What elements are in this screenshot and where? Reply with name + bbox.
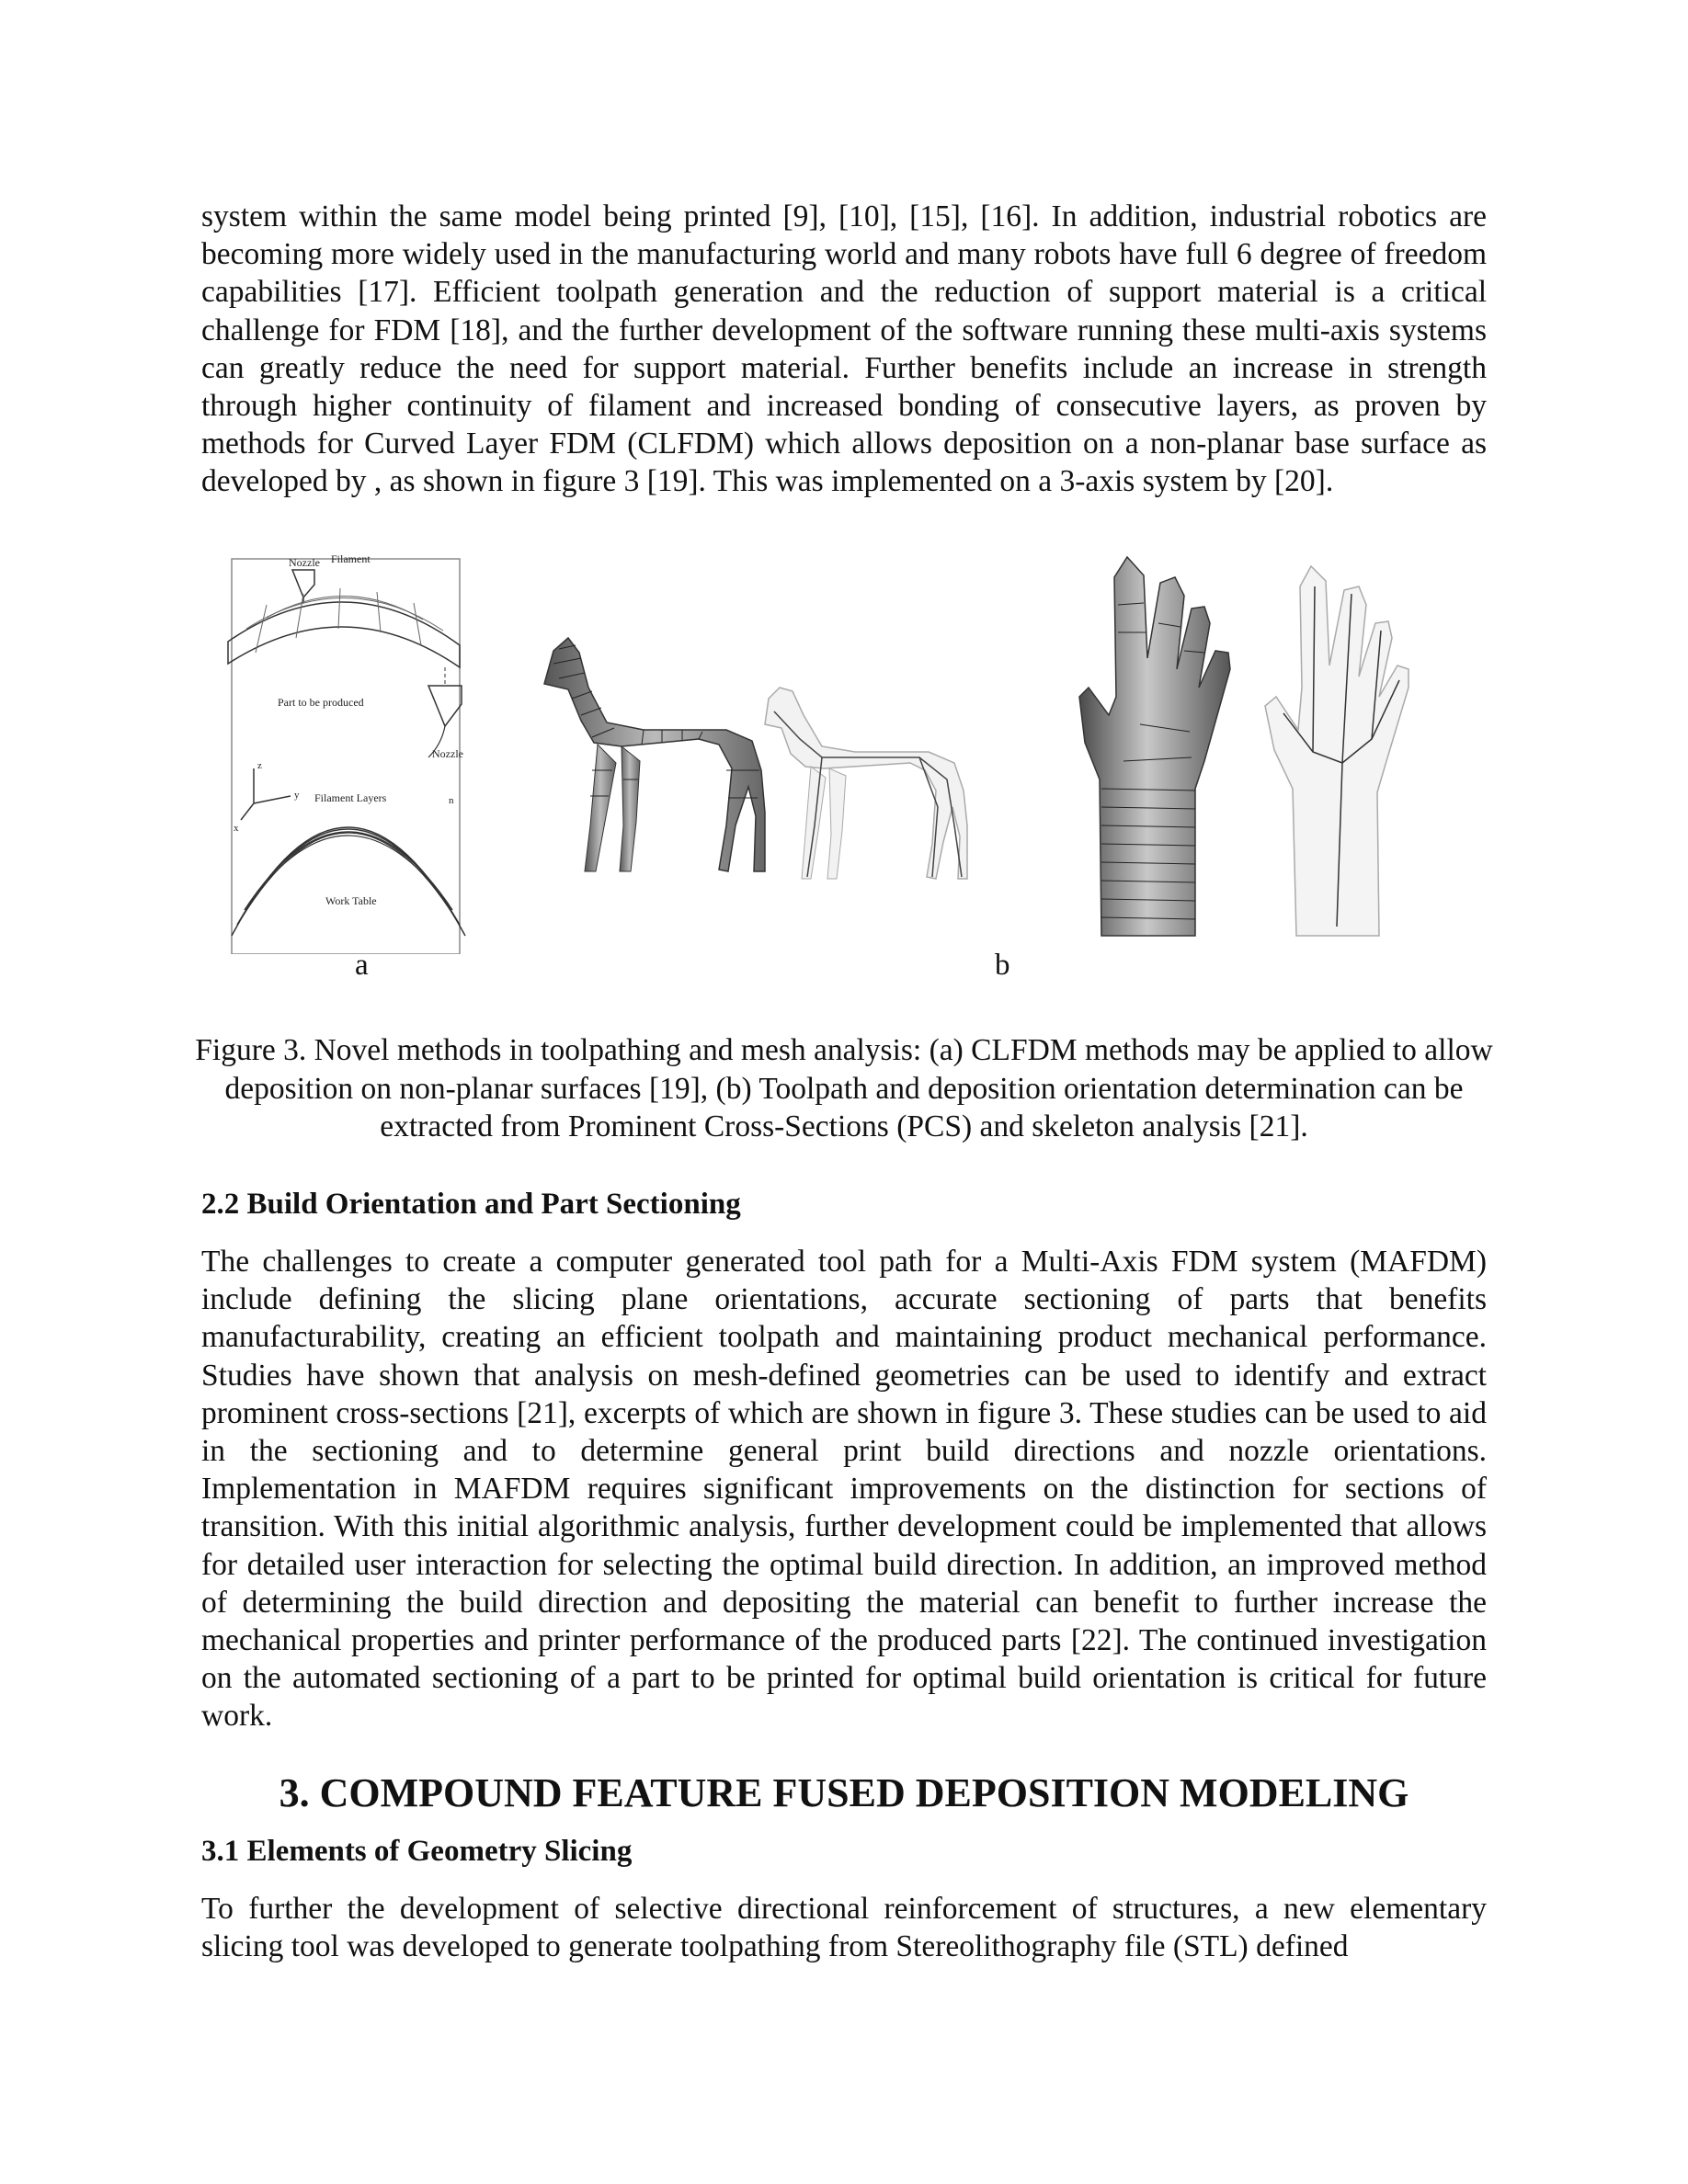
curved-part-shape [228,602,460,667]
label-nozzle-top: Nozzle [289,556,320,569]
label-axis-z: z [257,760,262,771]
nozzle-bottom-shape [428,686,462,726]
horse-toolpath-model [544,638,765,871]
axis-x-line [241,803,254,820]
hand-toolpath-model [1079,557,1230,936]
clfdm-schematic [228,552,465,954]
label-axis-x: x [234,823,239,834]
section-3-1-heading: 3.1 Elements of Geometry Slicing [201,1835,633,1868]
panel-label-a: a [355,949,369,982]
figure-caption: Figure 3. Novel methods in toolpathing and mesh analysis: (a) CLFDM methods may be applied to allow deposition on non-planar surfaces [19], (b) Toolpath and deposition orientation determination can be extracted from Prominent Cross-Sections (PCS) and skeleton analysis [21]. [195,1033,1493,1144]
label-normal: n [449,795,454,806]
section-2-2-heading: 2.2 Build Orientation and Part Sectioning [201,1188,741,1221]
label-filament-layers: Filament Layers [314,791,387,804]
panel-label-b: b [995,949,1010,982]
section-2-2-body: The challenges to create a computer generated tool path for a Multi-Axis FDM system (MAFDM) include defining the slicing plane orientations, accurate sectioning of parts that benefits manufacturability, creating an efficient toolpath and maintaining product mechanical performance. Studies have shown that analysis on mesh-defined geometries can be used to identify and extract prominent cross-sections [21], excerpts of which are shown in figure 3. These studies can be used to aid in the sectioning and to determine general print build directions and nozzle orientations. Implementation in MAFDM requires significant improvements on the distinction for sections of transition. With this initial algorithmic analysis, further development could be implemented that allows for detailed user interaction for selecting the optimal build direction. In addition, an improved method of determining the build direction and depositing the material can benefit to further increase the mechanical properties and printer performance of the produced parts [22]. The continued investigation on the automated sectioning of a part to be printed for optimal build orientation is critical for future work. [201,1245,1487,1734]
label-nozzle-bottom: Nozzle [432,747,463,760]
label-work-table: Work Table [325,894,377,907]
nozzle-top-shape [292,570,314,597]
hand-skeleton-model [1265,566,1409,936]
section-3-1-body: To further the development of selective directional reinforcement of structures, a new elementary slicing tool was developed to generate toolpathing from Stereolithography file (STL) defined [201,1892,1487,1964]
horse-skeleton-model [765,688,967,879]
figure-3 [211,550,1480,954]
label-axis-y: y [294,790,300,801]
label-filament: Filament [331,552,371,565]
axis-y-line [254,796,291,803]
intro-paragraph: system within the same model being printed [9], [10], [15], [16]. In addition, industrial robotics are becoming more widely used in the manufacturing world and many robots have full 6 degree of freedom capabilities [17]. Efficient toolpath generation and the reduction of support material is a critical challenge for FDM [18], and the further development of the software running these multi-axis systems can greatly reduce the need for support material. Further benefits include an increase in strength through higher continuity of filament and increased bonding of consecutive layers, as proven by methods for Curved Layer FDM (CLFDM) which allows deposition on a non-planar base surface as developed by , as shown in figure 3 [19]. This was implemented on a 3-axis system by [20]. [201,199,1487,499]
label-part: Part to be produced [278,696,364,709]
section-3-heading: 3. COMPOUND FEATURE FUSED DEPOSITION MODELING [279,1770,1409,1815]
